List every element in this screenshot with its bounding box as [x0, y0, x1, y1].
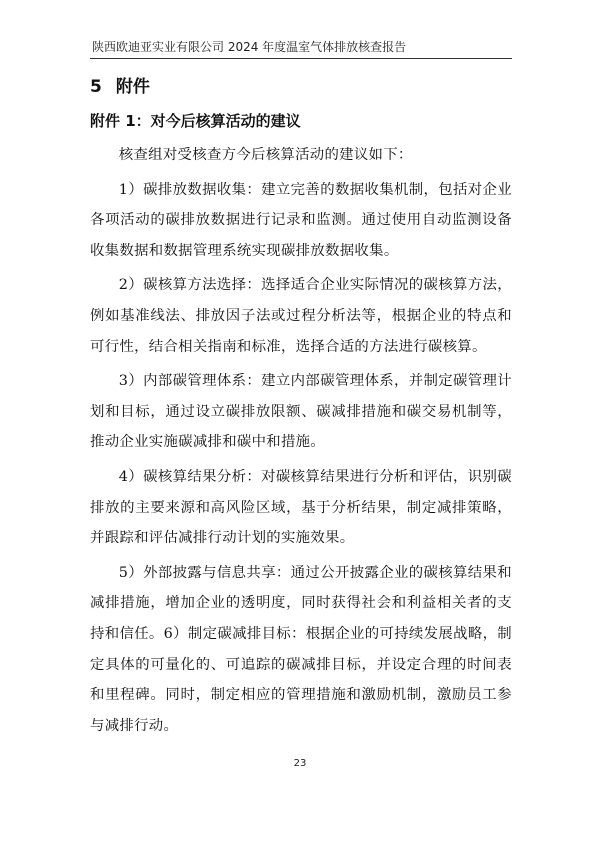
section-title: 附件: [115, 77, 150, 97]
recommendation-paragraph: 1）碳排放数据收集：建立完善的数据收集机制，包括对企业各项活动的碳排放数据进行记录和监测。通过使用自动监测设备收集数据和数据管理系统实现碳排放数据收集。: [90, 181, 512, 259]
intro-paragraph: 核查组对受核查方今后核算活动的建议如下：: [118, 147, 413, 163]
section-heading: [90, 76, 150, 98]
recommendation-paragraph: 3）内部碳管理体系：建立内部碳管理体系，并制定碳管理计划和目标，通过设立碳排放限额、碳减排措施和碳交易机制等，推动企业实施碳减排和碳中和措施。: [90, 373, 512, 451]
header-rule: [90, 58, 512, 59]
recommendation-paragraph: 4）碳核算结果分析：对碳核算结果进行分析和评估，识别碳排放的主要来源和高风险区域，基于分析结果，制定减排策略，并跟踪和评估减排行动计划的实施效果。: [90, 468, 512, 547]
recommendation-paragraph: 5）外部披露与信息共享：通过公开披露企业的碳核算结果和减排措施，增加企业的透明度，同时获得社会和利益相关者的支持和信任。6）制定碳减排目标：根据企业的可持续发展战略，制定具体的可量化的、可追踪的碳减排目标，并设定合理的时间表和里程碑。同时，制定相应的管理措施和激励机制，激励员工参与减排行动。: [90, 564, 512, 734]
running-header: 陕西欧迪亚实业有限公司 2024 年度温室气体排放核查报告: [92, 40, 407, 54]
subsection-heading: 附件 1：对今后核算活动的建议: [90, 112, 301, 130]
body-text: [90, 140, 512, 745]
recommendation-paragraph: 2）碳核算方法选择：选择适合企业实际情况的碳核算方法，例如基准线法、排放因子法或过程分析法等，根据企业的特点和可行性，结合相关指南和标准，选择合适的方法进行碳核算。: [90, 277, 512, 355]
page-number: 23: [293, 758, 307, 769]
section-number: 5: [90, 77, 102, 97]
